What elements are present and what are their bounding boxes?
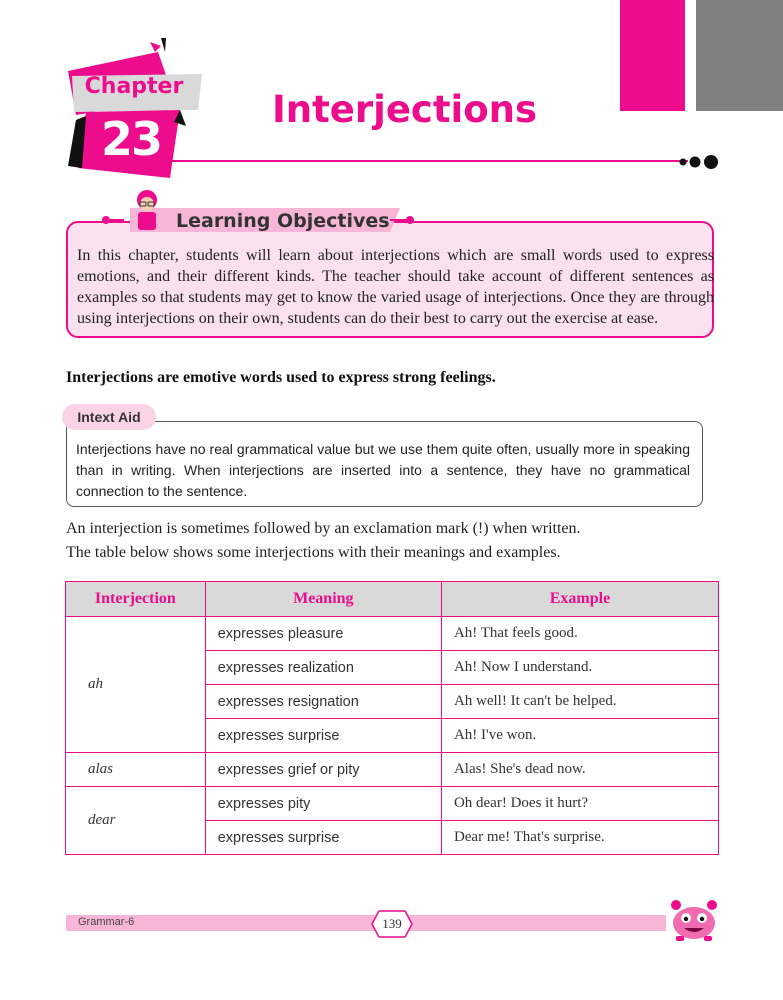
learning-objectives-heading: Learning Objectives [176, 210, 390, 232]
table-row [66, 787, 719, 821]
interjections-table [65, 581, 719, 855]
learning-objectives-text: In this chapter, students will learn about interjections which are small words used to express emotions, and their different kinds. The teacher should take account of different sentences as examples so that students may get to know the varied usage of interjections. Once they are through using interjections on their own, students can do their best to carry out the exercise at ease. [77, 247, 714, 327]
title-underline [168, 160, 688, 162]
intext-aid-label: Intext Aid [62, 404, 156, 430]
example-cell: Ah well! It can't be helped. [441, 685, 718, 719]
monster-mascot-icon [664, 896, 724, 942]
intext-aid-text: Interjections have no real grammatical value but we use them quite often, usually more in speaking than in writing. When interjections are inserted into a sentence, they have no grammatical connection to the sentence. [76, 441, 690, 499]
footer-bar [66, 915, 666, 931]
header-meaning: Meaning [205, 582, 441, 617]
rule-end-dots-icon [678, 153, 720, 171]
header-example: Example [441, 582, 718, 617]
footer-book-title: Grammar-6 [78, 916, 135, 928]
example-cell: Dear me! That's surprise. [441, 821, 718, 855]
meaning-cell: expresses pity [205, 787, 441, 821]
meaning-cell: expresses grief or pity [205, 753, 441, 787]
meaning-cell: expresses surprise [205, 719, 441, 753]
paragraph-exclamation: An interjection is sometimes followed by an exclamation mark (!) when written. [66, 520, 581, 537]
example-cell: Ah! I've won. [441, 719, 718, 753]
chapter-label: Chapter [84, 74, 184, 99]
example-cell: Oh dear! Does it hurt? [441, 787, 718, 821]
page-title: Interjections [272, 88, 537, 131]
interjection-cell: ah [66, 617, 206, 753]
meaning-cell: expresses resignation [205, 685, 441, 719]
chapter-number: 23 [100, 112, 161, 166]
example-cell: Ah! Now I understand. [441, 651, 718, 685]
header-interjection: Interjection [66, 582, 206, 617]
table-row [66, 617, 719, 651]
interjection-cell: alas [66, 753, 206, 787]
meaning-cell: expresses pleasure [205, 617, 441, 651]
example-cell: Ah! That feels good. [441, 617, 718, 651]
paragraph-table-intro: The table below shows some interjections with their meanings and examples. [66, 544, 561, 561]
interjection-cell: dear [66, 787, 206, 855]
header-gray-block [696, 0, 783, 111]
meaning-cell: expresses realization [205, 651, 441, 685]
meaning-cell: expresses surprise [205, 821, 441, 855]
example-cell: Alas! She's dead now. [441, 753, 718, 787]
lead-definition: Interjections are emotive words used to express strong feelings. [66, 369, 496, 386]
header-pink-block [620, 0, 685, 111]
table-row [66, 753, 719, 787]
page-number: 139 [382, 916, 402, 931]
table-header-row [66, 582, 719, 617]
